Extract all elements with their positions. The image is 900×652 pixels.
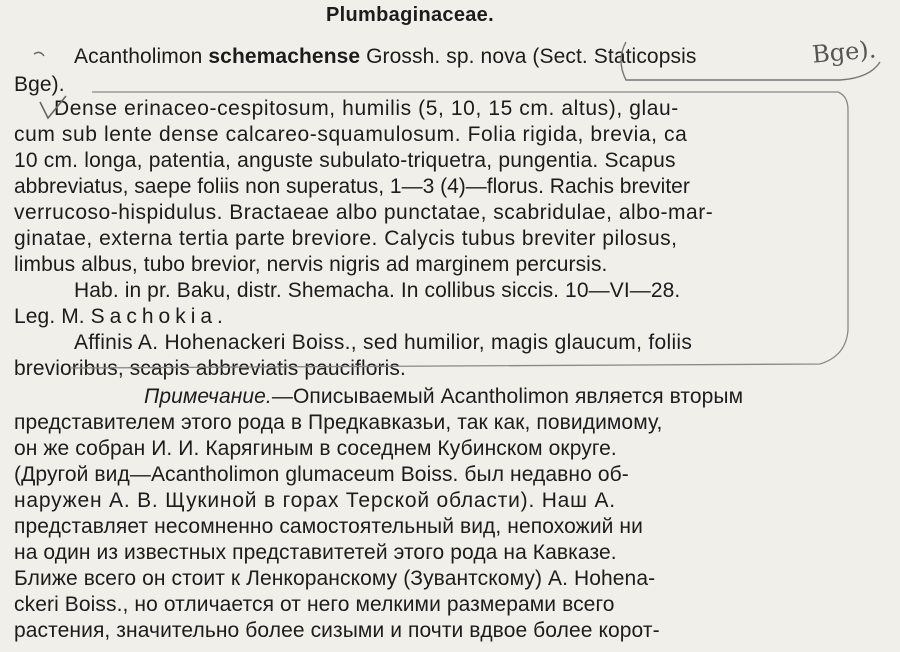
description-bracket-mark xyxy=(70,92,848,368)
genus-name: Acantholimon xyxy=(74,45,203,68)
species-epithet: schemachense xyxy=(208,45,361,68)
affinity-line: Affinis A. Hohenackeri Boiss., sed humilior, magis glaucum, foliis xyxy=(74,331,693,354)
family-heading: Plumbaginaceae. xyxy=(326,4,494,26)
note-line: Ближе всего он стоит к Ленкоранскому (Зувантскому) А. Hohena- xyxy=(14,567,656,590)
species-status: sp. nova xyxy=(446,45,527,68)
title-continuation: Bge). xyxy=(14,73,65,96)
description-line: 10 cm. longa, patentia, anguste subulato-triquetra, pungentia. Scapus xyxy=(14,149,676,172)
description-line: verrucoso-hispidulus. Bractaeae albo punctatae, scabridulae, albo-mar- xyxy=(14,201,714,224)
note-line: (Другой вид—Acantholimon glumaceum Boiss. был недавно об- xyxy=(14,463,629,486)
note-line: растения, значительно более сизыми и почти вдвое более корот- xyxy=(14,619,660,642)
note-line: представляет несомненно самостоятельный вид, непохожий ни xyxy=(14,515,643,538)
note-line: он же собран И. И. Карягиным в соседнем Кубинском округе. xyxy=(14,437,617,460)
note-first-text: —Описываемый Acantholimon является вторым xyxy=(271,385,744,408)
affinity-line: brevioribus, scapis abbreviatis paucifloris. xyxy=(14,357,406,380)
description-line: cum sub lente dense calcareo-squamulosum. Folia rigida, brevia, ca xyxy=(14,123,688,146)
collector-name: Sachokia. xyxy=(90,305,228,328)
note-line: на один из известных представитетей этого рода на Кавказе. xyxy=(14,541,617,564)
description-line: ginatae, externa tertia parte breviore. Calycis tubus breviter pilosus, xyxy=(14,227,678,250)
note-label: Примечание. xyxy=(144,385,272,408)
description-line: limbus albus, tubo brevior, nervis nigris ad marginem percursis. xyxy=(14,253,608,276)
margin-tick-mark xyxy=(34,52,44,56)
check-mark xyxy=(40,96,66,118)
collector-prefix: Leg. M. xyxy=(14,305,85,328)
note-line: наружен А. В. Щукиной в горах Терской области). Наш А. xyxy=(14,489,616,512)
section-underline-mark xyxy=(621,42,880,80)
description-line: Dense erinaceo-cespitosum, humilis (5, 10, 15 cm. altus), glau- xyxy=(54,97,679,120)
author-name: Grossh. xyxy=(366,45,441,68)
habitat-line: Hab. in pr. Baku, distr. Shemacha. In collibus siccis. 10—VI—28. xyxy=(74,279,681,302)
section-name: (Sect. Staticopsis xyxy=(532,45,697,68)
description-line: abbreviatus, saepe foliis non superatus, 1—3 (4)—florus. Rachis breviter xyxy=(14,175,690,198)
handwritten-annotation: Bge). xyxy=(810,35,878,69)
note-line: представителем этого рода в Предкавказьи, так как, повидимому, xyxy=(14,411,663,434)
note-line: ckeri Boiss., но отличается от него мелкими размерами всего xyxy=(14,593,615,616)
